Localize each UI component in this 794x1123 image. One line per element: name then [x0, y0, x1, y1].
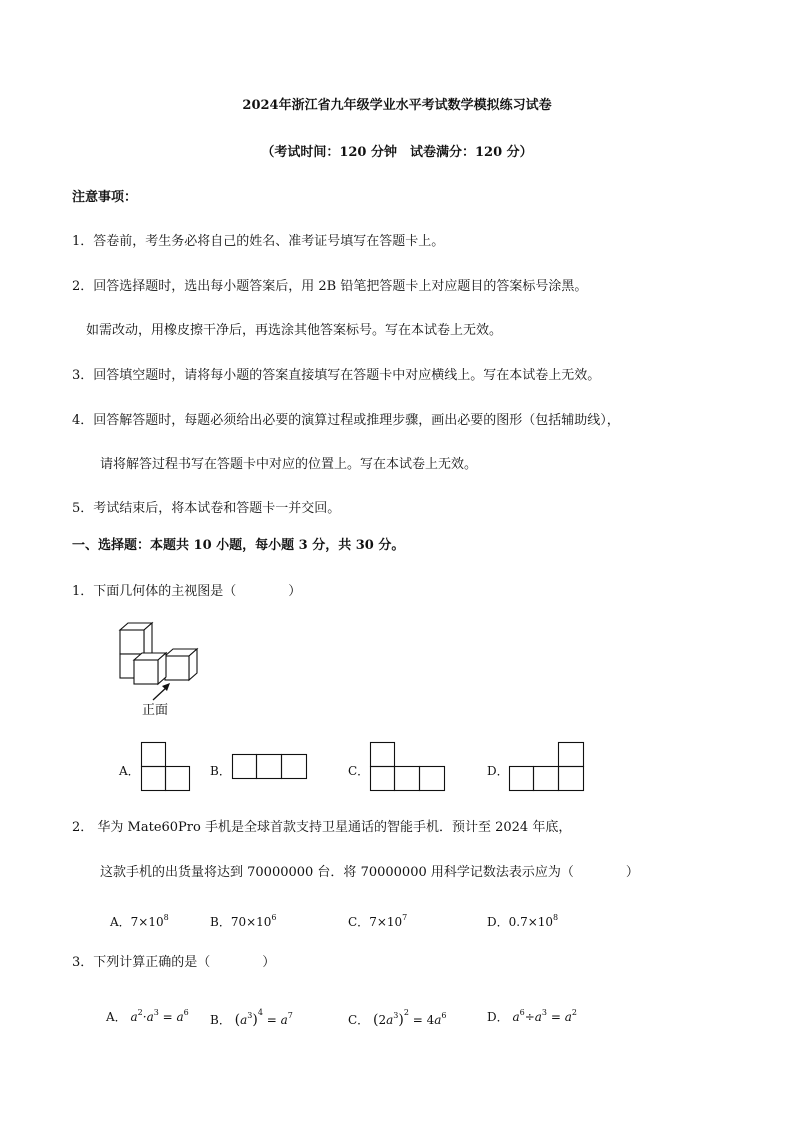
q3-option-d[interactable]: D． $a^6\div a^3 = a^2$ [487, 1008, 577, 1024]
q3-option-a[interactable]: A． $a^2\cdot a^3 = a^6$ [106, 1008, 189, 1024]
q1-option-d-label: D． [487, 764, 509, 778]
q2-stem-line2: 这款手机的出货量将达到 70000000 台．将 70000000 用科学记数法表示应为（ ） [100, 865, 639, 880]
q1-option-b-view[interactable] [232, 754, 308, 780]
q2-stem-line1: 2． 华为 Mate60Pro 手机是全球首款支持卫星通话的智能手机．预计至 2024 年底， [72, 820, 572, 835]
notice-item-2-cont: 如需改动，用橡皮擦干净后，再选涂其他答案标号。写在本试卷上无效。 [86, 323, 503, 338]
q2-option-b[interactable]: B．$70\times 10^6$ [210, 913, 277, 929]
notice-item-4-cont: 请将解答过程书写在答题卡中对应的位置上。写在本试卷上无效。 [100, 457, 478, 472]
exam-subtitle: （考试时间：120 分钟 试卷满分：120 分） [261, 145, 533, 160]
q1-option-d-view[interactable] [509, 742, 585, 792]
q3-option-b[interactable]: B． $(a^3)^4 = a^7$ [210, 1008, 293, 1028]
exam-title: 2024年浙江省九年级学业水平考试数学模拟练习试卷 [242, 98, 552, 113]
notice-item-3: 3．回答填空题时，请将每小题的答案直接填写在答题卡中对应横线上。写在本试卷上无效。 [72, 368, 601, 383]
q1-figure-label: 正面 [142, 703, 169, 718]
notice-heading: 注意事项： [72, 190, 138, 205]
section-heading-choice: 一、选择题：本题共 10 小题，每小题 3 分，共 30 分。 [72, 538, 405, 553]
notice-item-4: 4．回答解答题时，每题必须给出必要的演算过程或推理步骤，画出必要的图形（包括辅助线）， [72, 413, 620, 428]
q1-solid-figure [110, 620, 210, 700]
q3-option-c[interactable]: C． $(2a^3)^2 = 4a^6$ [348, 1008, 447, 1028]
q3-stem: 3．下列计算正确的是（ ） [72, 955, 276, 970]
q1-option-b-label: B． [210, 764, 231, 778]
q2-option-d[interactable]: D．$0.7\times 10^8$ [487, 913, 559, 929]
notice-item-5: 5．考试结束后，将本试卷和答题卡一并交回。 [72, 501, 341, 516]
q1-option-c-view[interactable] [370, 742, 446, 792]
q1-option-a-view[interactable] [141, 742, 191, 792]
notice-item-1: 1．答卷前，考生务必将自己的姓名、准考证号填写在答题卡上。 [72, 234, 445, 249]
q2-option-c[interactable]: C．$7\times 10^7$ [348, 913, 408, 929]
q1-option-a-label: A． [119, 764, 140, 778]
q2-option-a[interactable]: A．$7\times 10^8$ [110, 913, 169, 929]
q1-stem: 1．下面几何体的主视图是（ ） [72, 584, 302, 599]
notice-item-2: 2．回答选择题时，选出每小题答案后，用 2B 铅笔把答题卡上对应题目的答案标号涂黑。 [72, 279, 588, 294]
q1-option-c-label: C． [348, 764, 370, 778]
